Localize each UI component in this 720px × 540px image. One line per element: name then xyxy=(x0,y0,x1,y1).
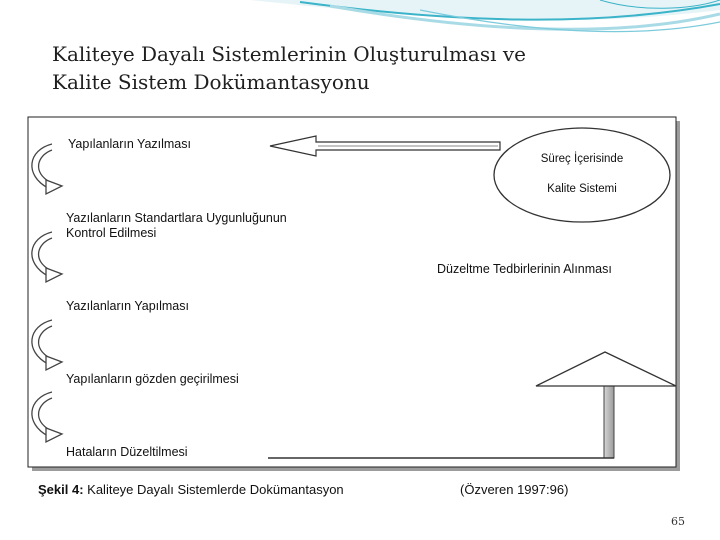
page-number: 65 xyxy=(671,515,685,528)
step-fix-errors: Hataların Düzeltilmesi xyxy=(66,445,188,459)
step-check-standards-line-1: Yazılanların Standartlara Uygunluğunun xyxy=(66,211,287,225)
oval-text-line-1: Süreç İçerisinde xyxy=(540,153,624,165)
figure-text: Kaliteye Dayalı Sistemlerde Dokümantasyon xyxy=(87,482,344,497)
title-line-2: Kalite Sistem Dokümantasyonu xyxy=(52,70,370,94)
figure-caption xyxy=(38,482,344,497)
correction-label: Düzeltme Tedbirlerinin Alınması xyxy=(437,262,612,276)
quality-system-oval xyxy=(494,128,670,222)
step-write-done: Yapılanların Yazılması xyxy=(68,137,191,151)
step-do-written: Yazılanların Yapılması xyxy=(66,299,189,313)
step-check-standards xyxy=(66,211,287,241)
step-check-standards-line-2: Kontrol Edilmesi xyxy=(66,226,157,240)
title-line-1: Kaliteye Dayalı Sistemlerinin Oluşturulması ve xyxy=(52,42,526,66)
figure-citation: (Özveren 1997:96) xyxy=(460,482,569,497)
figure-label: Şekil 4: xyxy=(38,482,84,497)
step-review-done: Yapılanların gözden geçirilmesi xyxy=(66,372,239,386)
oval-text-line-2: Kalite Sistemi xyxy=(547,183,617,195)
